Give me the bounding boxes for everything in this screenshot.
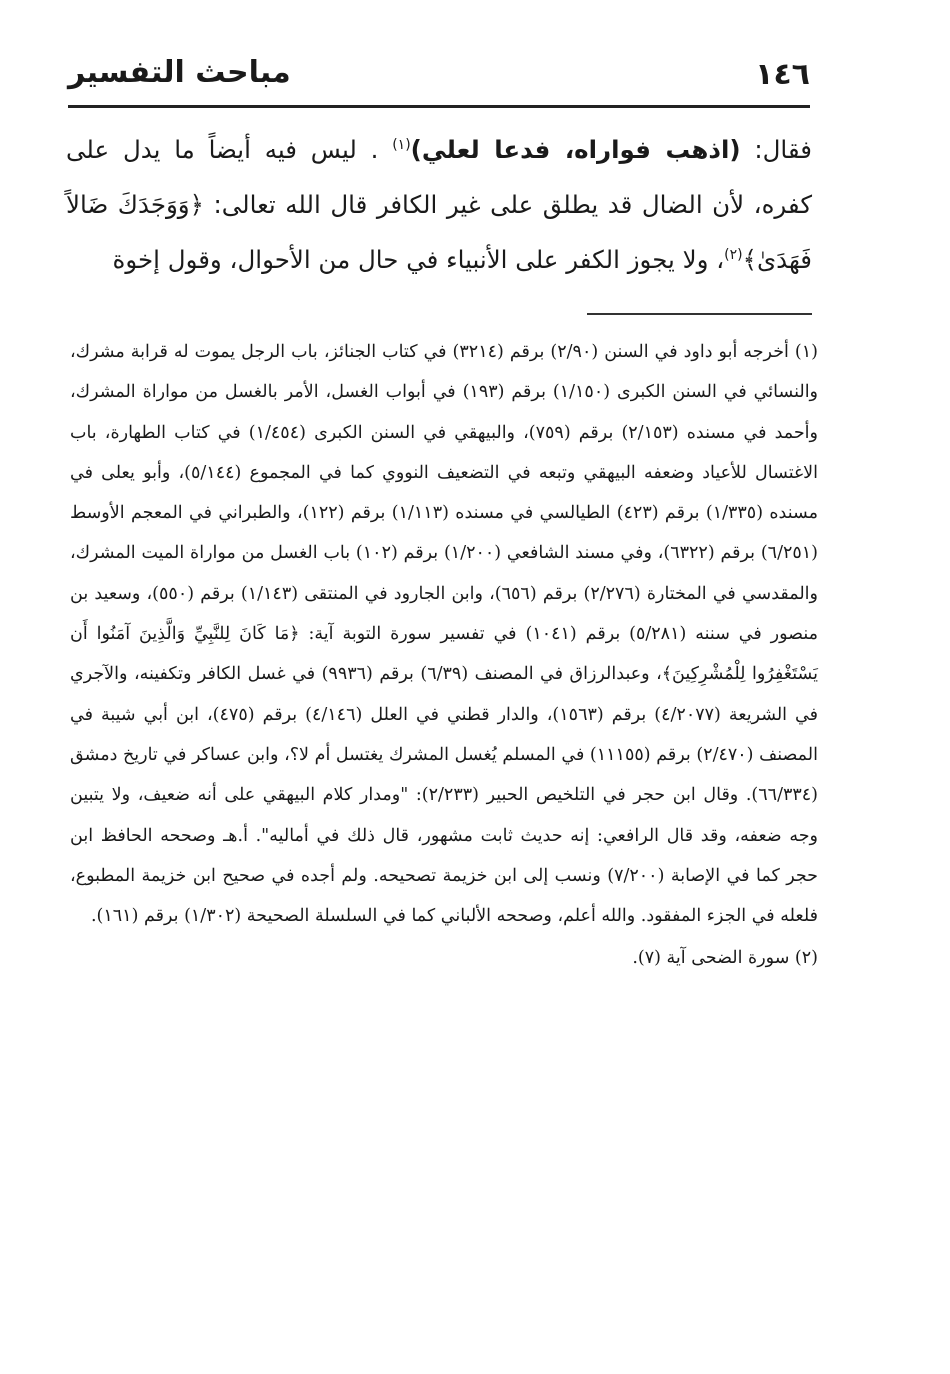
footnote-separator [587, 313, 812, 315]
main-paragraph [66, 122, 812, 287]
page-header [68, 55, 810, 108]
paragraph-text-1: . ليس فيه أيضاً ما يدل على كفره، لأن الضال قد يطلق على غير الكافر قال الله تعالى: ﴿وَوَجَدَكَ ضَالاً فَهَدَىٰ﴾ [66, 135, 812, 274]
running-title: مباحث التفسير [68, 55, 291, 90]
footnotes [70, 332, 818, 979]
footnote-ref-2[interactable]: (٢) [724, 246, 743, 263]
footnote-ref-1[interactable]: (١) [392, 136, 411, 153]
quoted-statement: (اذهب فواراه، فدعا لعلي) [410, 135, 741, 164]
footnote-2: (٢) سورة الضحى آية (٧). [632, 948, 818, 969]
paragraph-text-2: ، ولا يجوز الكفر على الأنبياء في حال من الأحوال، وقول إخوة [112, 245, 725, 274]
footnote-1: (١) أخرجه أبو داود في السنن (٢/٩٠) برقم (٣٢١٤) في كتاب الجنائز، باب الرجل يموت له قرابة مشرك، والنسائي في السنن الكبرى (١/١٥٠) برقم (١٩٣) في أبواب الغسل، الأمر بالغسل من مواراة المشرك، وأحمد في مسنده (٢/١٥٣) برقم (٧٥٩)، والبيهقي في السنن الكبرى (١/٤٥٤) في كتاب الطهارة، باب الاغتسال للأعياد وضعفه البيهقي وتبعه في التضعيف النووي كما في المجموع (٥/١٤٤)، وأبو يعلى في مسنده (١/٣٣٥) برقم (٤٢٣) الطيالسي في مسنده (١/١١٣) برقم (١٢٢)، والطبراني في المعجم الأوسط (٦/٢٥١) برقم (٦٣٢٢)، وفي مسند الشافعي (١/٢٠٠) برقم (١٠٢) باب الغسل من مواراة الميت المشرك، والمقدسي في المختارة (٢/٢٧٦) برقم (٦٥٦)، وابن الجارود في المنتقى (١/١٤٣) برقم (٥٥٠)، وسعيد بن منصور في سننه (٥/٢٨١) برقم (١٠٤١) في تفسير سورة التوبة آية: ﴿مَا كَانَ لِلنَّبِيِّ وَالَّذِينَ آمَنُوا أَن يَسْتَغْفِرُوا لِلْمُشْرِكِينَ﴾، وعبدالرزاق في المصنف (٦/٣٩) برقم (٩٩٣٦) في غسل الكافر وتكفينه، والآجري في الشريعة (٤/٢٠٧٧) برقم (١٥٦٣)، والدار قطني في العلل (٤/١٤٦) برقم (٤٧٥)، ابن أبي شيبة في المصنف (٢/٤٧٠) برقم (١١١٥٥) في المسلم يُغسل المشرك يغتسل أم لا؟، وابن عساكر في تاريخ دمشق (٦٦/٣٣٤). وقال ابن حجر في التلخيص الحبير (٢/٢٣٣): "ومدار كلام البيهقي على أنه ضعيف، ولا يتبين وجه ضعفه، وقد قال الرافعي: إنه حديث ثابت مشهور، قال ذلك في أماليه". أ.هـ وصححه الحافظ ابن حجر كما في الإصابة (٧/٢٠٠) ونسب إلى ابن خزيمة تصحيحه. ولم أجده في صحيح ابن خزيمة المطبوع، فلعله في الجزء المفقود. والله أعلم، وصححه الألباني كما في السلسلة الصحيحة (١/٣٠٢) برقم (١٦١). [70, 342, 819, 927]
page-number: ١٤٦ [755, 57, 810, 92]
paragraph-intro: فقال: [740, 135, 812, 164]
